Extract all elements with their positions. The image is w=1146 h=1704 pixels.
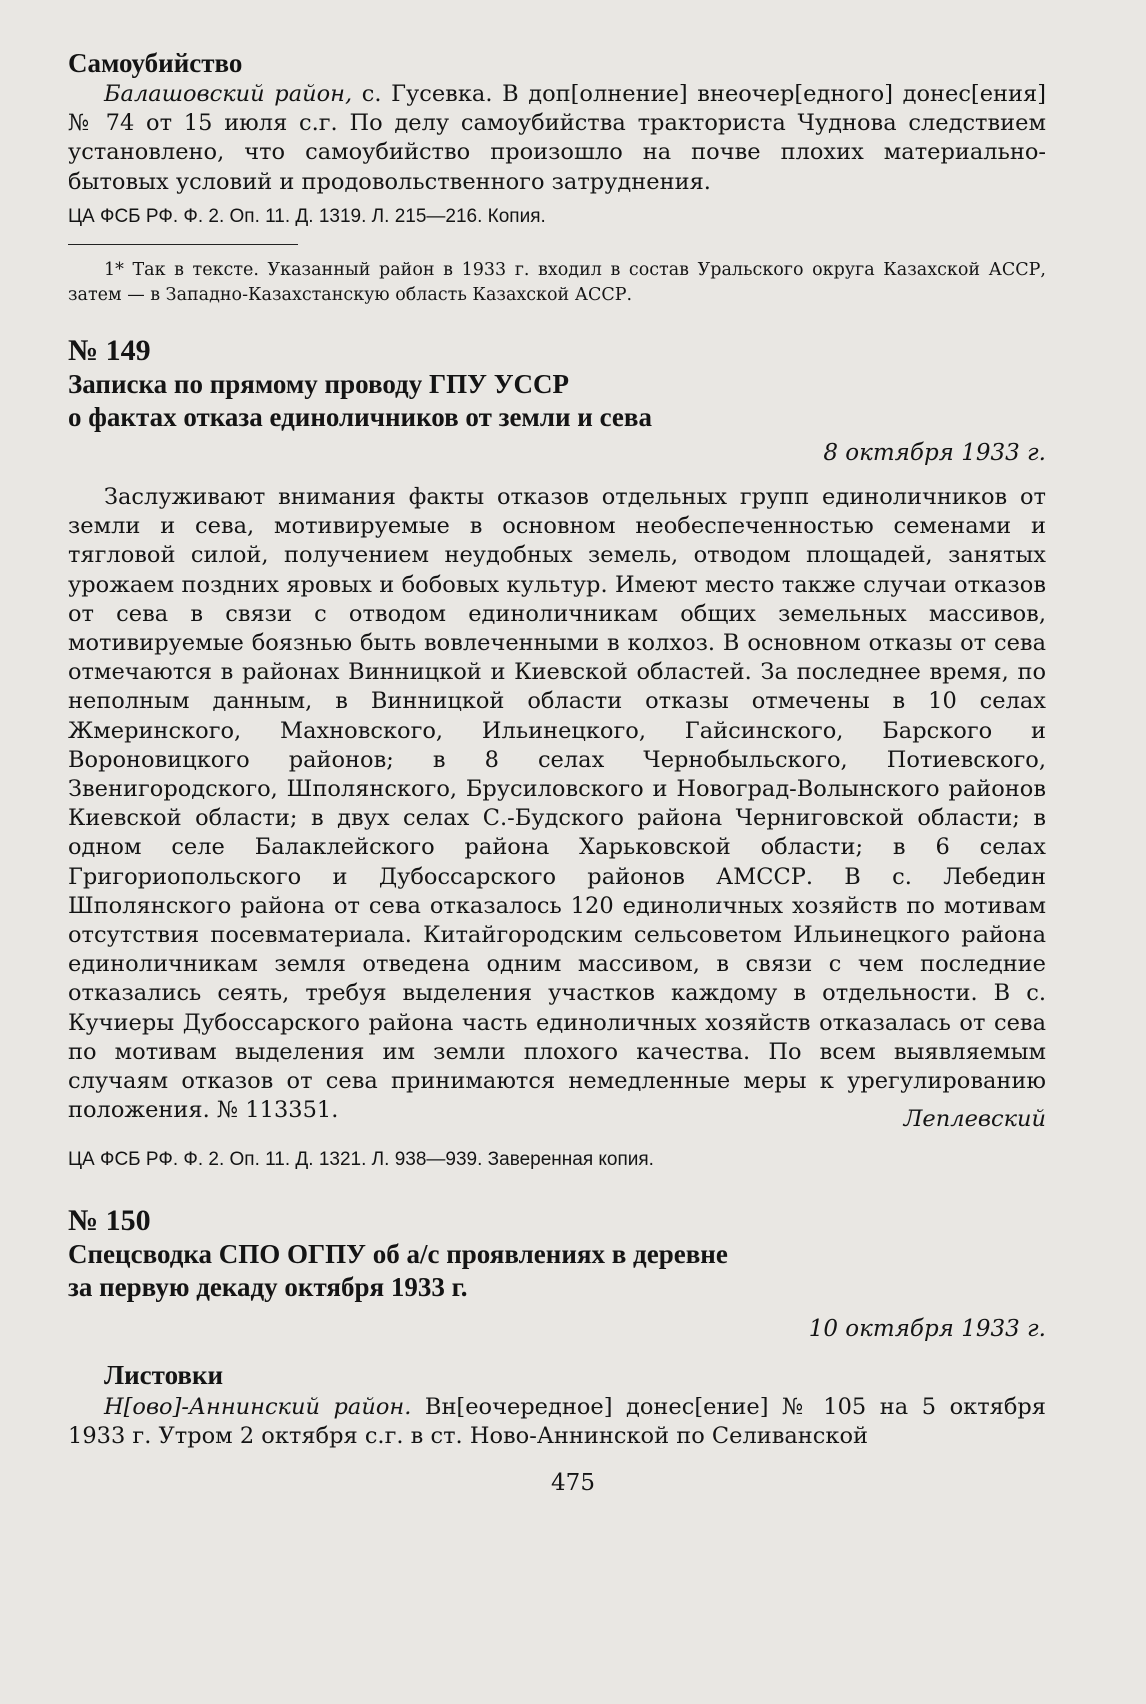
footnote: 1* Так в тексте. Указанный район в 1933 г. входил в состав Уральского округа Казахской АССР, затем — в Западно-Казахстанскую область Казахской АССР. xyxy=(68,260,1046,305)
doc-149-number: № 149 xyxy=(68,334,151,367)
source-reference-top: ЦА ФСБ РФ. Ф. 2. Оп. 11. Д. 1319. Л. 215—216. Копия. xyxy=(68,206,546,227)
suicide-text: с. Гусевка. В доп[олнение] внеочер[едного] донес[ения] № 74 от 15 июля с.г. По делу самоубийства тракториста Чуднова следствием установлено, что самоубийство произошло на почве плохих материально-бытовых условий и продовольственного затруднения. xyxy=(68,81,1046,195)
doc-149-date: 8 октября 1933 г. xyxy=(823,440,1046,466)
doc-150-number: № 150 xyxy=(68,1204,151,1237)
top-section xyxy=(68,46,1046,197)
doc-150-title-line2: за первую декаду октября 1933 г. xyxy=(68,1272,468,1302)
doc-150-text: Вн[еочередное] донес[ение] № 105 на 5 октября 1933 г. Утром 2 октября с.г. в ст. Ново-Аннинской по Селиванской xyxy=(68,1394,1046,1450)
source-reference-149: ЦА ФСБ РФ. Ф. 2. Оп. 11. Д. 1321. Л. 938—939. Заверенная копия. xyxy=(68,1149,654,1170)
doc-150-paragraph xyxy=(68,1393,1046,1451)
doc-149-body: Заслуживают внимания факты отказов отдельных групп единоличников от земли и сева, мотивируемые в основном необеспеченностью семенами и тягловой силой, получением неудобных земель, отводом площадей, занятых урожаем поздних яровых и бобовых культур. Имеют место также случаи отказов от сева в связи с отводом единоличникам общих земельных массивов, мотивируемые боязнью быть вовлеченными в колхоз. В основном отказы от сева отмечаются в районах Винницкой и Киевской областей. За последнее время, по неполным данным, в Винницкой области отказы отмечены в 10 селах Жмеринского, Махновского, Ильинецкого, Гайсинского, Барского и Вороновицкого районов; в 8 селах Чернобыльского, Потиевского, Звенигородского, Шполянского, Брусиловского и Новоград-Волынского районов Киевской области; в двух селах С.-Будского района Черниговской области; в одном селе Балаклейского района Харьковской области; в 6 селах Григориопольского и Дубоссарского районов АМССР. В с. Лебедин Шполянского района от сева отказалось 120 единоличных хозяйств по мотивам отсутствия посевматериала. Китайгородским сельсоветом Ильинецкого района единоличникам земля отведена одним массивом, в связи с чем последние отказались сеять, требуя выделения участков каждому в отдельности. В с. Кучиеры Дубоссарского района часть единоличных хозяйств отказалась от сева по мотивам выделения им земли плохого качества. По всем выявляемым случаям отказов от сева принимаются немедленные меры к урегулированию положения. № 113351. xyxy=(68,484,1046,1124)
doc-150-title-line1: Спецсводка СПО ОГПУ об а/с проявлениях в деревне xyxy=(68,1239,728,1269)
doc-150-district: Н[ово]-Аннинский район. xyxy=(104,1394,412,1420)
doc-149-signature: Леплевский xyxy=(903,1106,1046,1132)
doc-149-title-line1: Записка по прямому проводу ГПУ УССР xyxy=(68,369,570,399)
subsection-heading-leaflets: Листовки xyxy=(104,1360,224,1390)
page-number: 475 xyxy=(551,1470,595,1496)
doc-150-date: 10 октября 1933 г. xyxy=(808,1316,1046,1342)
suicide-paragraph xyxy=(68,80,1046,197)
doc-150 xyxy=(68,1204,1046,1304)
footnote-divider xyxy=(68,244,298,245)
doc-149 xyxy=(68,334,1046,434)
doc-149-title-line2: о фактах отказа единоличников от земли и сева xyxy=(68,402,652,432)
district-name: Балашовский район, xyxy=(104,81,353,107)
section-heading-suicide: Самоубийство xyxy=(68,48,243,78)
